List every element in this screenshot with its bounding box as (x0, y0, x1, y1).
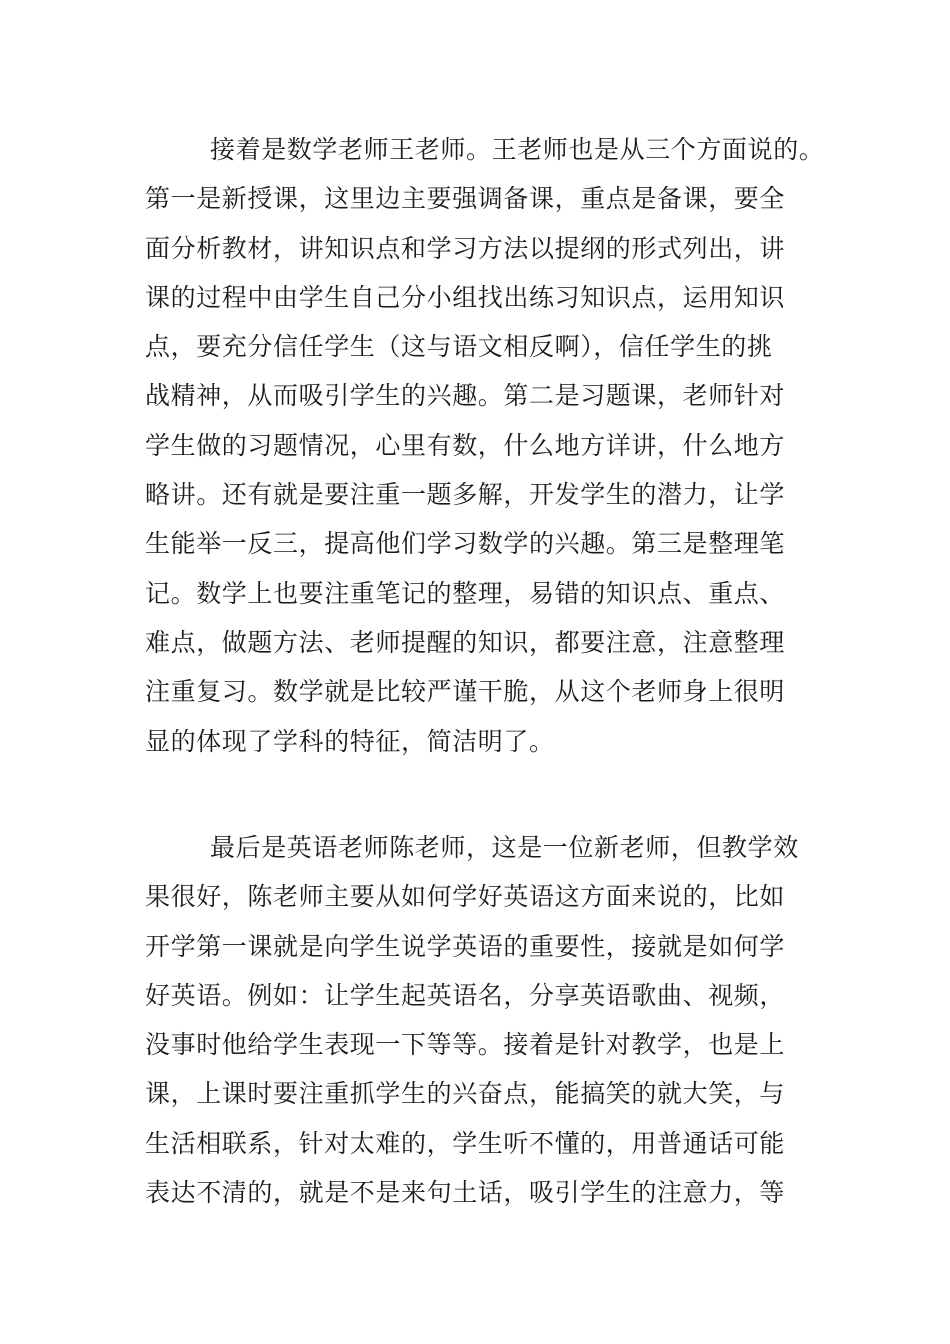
text-line: 接着是数学老师王老师。王老师也是从三个方面说的。 (210, 135, 825, 164)
text-line: 表达不清的，就是不是来句土话，吸引学生的注意力，等 (145, 1178, 786, 1208)
text-line: 没事时他给学生表现一下等等。接着是针对教学，也是上 (145, 1030, 786, 1060)
text-line: 好英语。例如：让学生起英语名，分享英语歌曲、视频， (145, 980, 786, 1010)
paragraph-english-teacher (145, 823, 825, 1217)
text-line: 记。数学上也要注重笔记的整理，易错的知识点、重点、 (145, 578, 786, 608)
text-line: 点，要充分信任学生（这与语文相反啊），信任学生的挑 (145, 332, 773, 362)
text-line: 学生做的习题情况，心里有数，什么地方详讲，什么地方 (145, 430, 786, 460)
text-line: 生能举一反三，提高他们学习数学的兴趣。第三是整理笔 (145, 529, 786, 559)
text-line: 难点，做题方法、老师提醒的知识，都要注意，注意整理 (145, 627, 786, 657)
text-line: 生活相联系，针对太难的，学生听不懂的，用普通话可能 (145, 1128, 786, 1158)
text-line: 课的过程中由学生自己分小组找出练习知识点，运用知识 (145, 282, 786, 312)
text-line: 第一是新授课，这里边主要强调备课，重点是备课，要全 (145, 184, 786, 214)
text-line: 显的体现了学科的特征，简洁明了。 (145, 726, 555, 756)
text-line: 战精神，从而吸引学生的兴趣。第二是习题课，老师针对 (145, 381, 786, 411)
text-line: 注重复习。数学就是比较严谨干脆，从这个老师身上很明 (145, 677, 786, 707)
text-line: 果很好，陈老师主要从如何学好英语这方面来说的，比如 (145, 882, 786, 912)
text-line: 略讲。还有就是要注重一题多解，开发学生的潜力，让学 (145, 480, 786, 510)
text-line: 最后是英语老师陈老师，这是一位新老师，但教学效 (210, 833, 799, 862)
text-line: 开学第一课就是向学生说学英语的重要性，接就是如何学 (145, 931, 786, 961)
text-line: 面分析教材，讲知识点和学习方法以提纲的形式列出，讲 (145, 233, 786, 263)
text-line: 课，上课时要注重抓学生的兴奋点，能搞笑的就大笑，与 (145, 1079, 786, 1109)
paragraph-math-teacher (145, 125, 825, 766)
